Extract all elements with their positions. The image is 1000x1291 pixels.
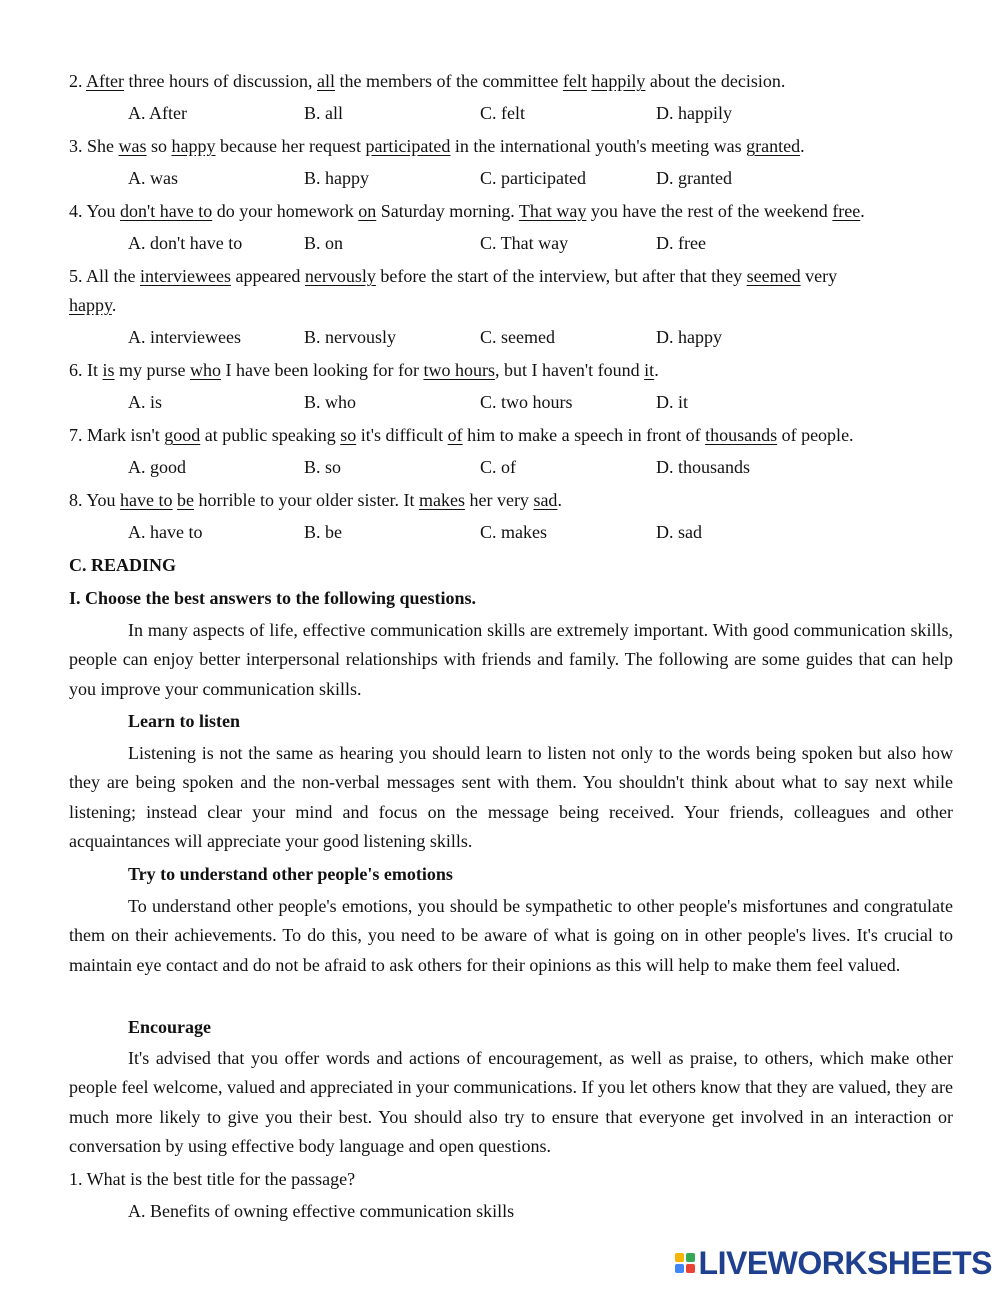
section-title: C. READING (69, 555, 177, 575)
option-b[interactable]: B. happy (304, 168, 369, 188)
option-d[interactable]: D. happily (656, 103, 732, 123)
stem-text: . (800, 136, 805, 156)
question-6-options (0, 388, 1000, 417)
stem-text: . (860, 201, 865, 221)
option-d[interactable]: D. thousands (656, 457, 750, 477)
stem-text: her very (464, 490, 534, 510)
stem-text: it's difficult (356, 425, 448, 445)
option-c[interactable]: C. That way (480, 233, 569, 253)
question-8-stem (69, 486, 960, 515)
underlined-word: thousands (705, 425, 778, 445)
option-d[interactable]: D. it (656, 392, 689, 412)
option-d[interactable]: D. free (656, 233, 706, 253)
stem-text: 4. You (69, 201, 121, 221)
question-6-stem (69, 356, 960, 385)
question-7-stem (69, 421, 960, 450)
section-body-listen: Listening is not the same as hearing you should learn to listen not only to the words being spoken but also how they are being spoken and the non-verbal messages sent with them. You shouldn't think about what to say next while listening; instead clear your mind and focus on the message being received. Your friends, colleagues and other acquaintances will appreciate your good listening skills. (69, 743, 953, 851)
stem-text: of people. (777, 425, 854, 445)
option-d[interactable]: D. granted (656, 168, 732, 188)
underlined-word: happy (69, 295, 112, 315)
option-c[interactable]: C. felt (480, 103, 525, 123)
option-c[interactable]: C. makes (480, 522, 547, 542)
stem-text: so (146, 136, 172, 156)
underlined-word: was (118, 136, 147, 156)
underlined-word: After (86, 71, 124, 91)
stem-text: at public speaking (200, 425, 341, 445)
question-2-stem (69, 67, 960, 96)
stem-text: three hours of discussion, (124, 71, 317, 91)
question-4-options (0, 229, 1000, 258)
underlined-word: sad (533, 490, 558, 510)
logo-square-2 (686, 1253, 695, 1262)
option-b[interactable]: B. nervously (304, 327, 396, 347)
underlined-word: don't have to (120, 201, 213, 221)
option-b[interactable]: B. who (304, 392, 357, 412)
underlined-word: nervously (304, 266, 376, 286)
stem-text: . (654, 360, 659, 380)
logo-square-3 (675, 1264, 684, 1273)
underlined-word: interviewees (140, 266, 231, 286)
question-3-options (0, 164, 1000, 193)
stem-text: because her request (215, 136, 366, 156)
stem-text: him to make a speech in front of (462, 425, 706, 445)
stem-text: horrible to your older sister. It (194, 490, 419, 510)
section-body-encourage: It's advised that you offer words and actions of encouragement, as well as praise, to others, which make other people feel welcome, valued and appreciated in your communications. If you let others know that they are valued, they are much more likely to give you their best. You should also try to ensure that everyone get involved in an interaction or conversation by using effective body language and open questions. (69, 1048, 953, 1156)
liveworksheets-logo (675, 1245, 992, 1281)
logo-square-4 (686, 1264, 695, 1273)
underlined-word: so (340, 425, 357, 445)
stem-text: my purse (114, 360, 191, 380)
underlined-word: good (164, 425, 201, 445)
underlined-word: of (447, 425, 463, 445)
option-a[interactable]: A. After (128, 103, 187, 123)
section-body-emotions: To understand other people's emotions, you should be sympathetic to other people's misfortunes and congratulate them on their achievements. To do this, you need to be aware of what is going on in other people's lives. It's crucial to maintain eye contact and do not be afraid to ask others for their opinions as this will help to make them feel valued. (69, 896, 953, 975)
option-c[interactable]: C. seemed (480, 327, 555, 347)
question-5-stem (69, 262, 960, 291)
stem-text: 8. You (69, 490, 121, 510)
reading-question-1-option-a[interactable]: A. Benefits of owning effective communication skills (128, 1201, 515, 1221)
logo-square-1 (675, 1253, 684, 1262)
stem-text: , but I haven't found (494, 360, 645, 380)
underlined-word: makes (418, 490, 465, 510)
option-a[interactable]: A. have to (128, 522, 203, 542)
reading-instruction: I. Choose the best answers to the following questions. (69, 588, 477, 608)
stem-text: about the decision. (645, 71, 786, 91)
stem-text: 6. It (69, 360, 103, 380)
underlined-word: free (832, 201, 861, 221)
underlined-word: participated (365, 136, 451, 156)
stem-text: in the international youth's meeting was (450, 136, 747, 156)
section-heading-emotions: Try to understand other people's emotions (128, 864, 453, 884)
stem-text: you have the rest of the weekend (586, 201, 833, 221)
section-heading-encourage: Encourage (128, 1017, 211, 1037)
stem-text: appeared (230, 266, 305, 286)
liveworksheets-logo-text: LIVEWORKSHEETS (698, 1244, 992, 1281)
option-b[interactable]: B. so (304, 457, 342, 477)
option-a[interactable]: A. is (128, 392, 163, 412)
question-5-options (0, 323, 1000, 352)
underlined-word: granted (746, 136, 801, 156)
stem-text: I have been looking for for (221, 360, 424, 380)
question-7-options (0, 453, 1000, 482)
underlined-word: felt (562, 71, 587, 91)
stem-text: . (111, 295, 117, 315)
question-3-stem (69, 132, 960, 161)
underlined-word: on (358, 201, 377, 221)
underlined-word: seemed (746, 266, 801, 286)
option-a[interactable]: A. was (128, 168, 178, 188)
underlined-word: happily (591, 71, 646, 91)
underlined-word: have to (120, 490, 173, 510)
option-a[interactable]: A. don't have to (128, 233, 243, 253)
question-8-options (0, 518, 1000, 547)
option-c[interactable]: C. two hours (480, 392, 573, 412)
stem-text: 2. (69, 71, 87, 91)
stem-text: do your homework (212, 201, 359, 221)
option-d[interactable]: D. sad (656, 522, 702, 542)
question-2-options (0, 99, 1000, 128)
stem-text: the members of the committee (334, 71, 563, 91)
reading-question-1: 1. What is the best title for the passage? (69, 1169, 356, 1189)
underlined-word: happy (171, 136, 216, 156)
reading-intro: In many aspects of life, effective communication skills are extremely important. With good communication skills, people can enjoy better interpersonal relationships with friends and family. The following are some guides that can help you improve your communication skills. (69, 620, 953, 699)
option-b[interactable]: B. all (304, 103, 343, 123)
underlined-word: That way (518, 201, 587, 221)
underlined-word: two hours (423, 360, 495, 380)
stem-text: . (557, 490, 562, 510)
stem-text: 5. All the (69, 266, 140, 286)
stem-text: before the start of the interview, but after that they (375, 266, 747, 286)
option-b[interactable]: B. be (304, 522, 342, 542)
liveworksheets-logo-icon (675, 1253, 695, 1273)
stem-text: Saturday morning. (376, 201, 519, 221)
option-c[interactable]: C. participated (480, 168, 586, 188)
stem-text: 7. Mark isn't (69, 425, 165, 445)
underlined-word: all (316, 71, 335, 91)
stem-text: 3. She (69, 136, 119, 156)
underlined-word: it (644, 360, 655, 380)
option-d[interactable]: D. happy (656, 327, 722, 347)
underlined-word: be (177, 490, 195, 510)
stem-text: very (800, 266, 838, 286)
underlined-word: who (190, 360, 222, 380)
option-a[interactable]: A. good (128, 457, 186, 477)
option-a[interactable]: A. interviewees (128, 327, 241, 347)
question-4-stem (69, 197, 960, 226)
option-c[interactable]: C. of (480, 457, 516, 477)
section-heading-listen: Learn to listen (128, 711, 240, 731)
question-5-stem-continued (69, 291, 960, 320)
option-b[interactable]: B. on (304, 233, 344, 253)
underlined-word: is (102, 360, 115, 380)
